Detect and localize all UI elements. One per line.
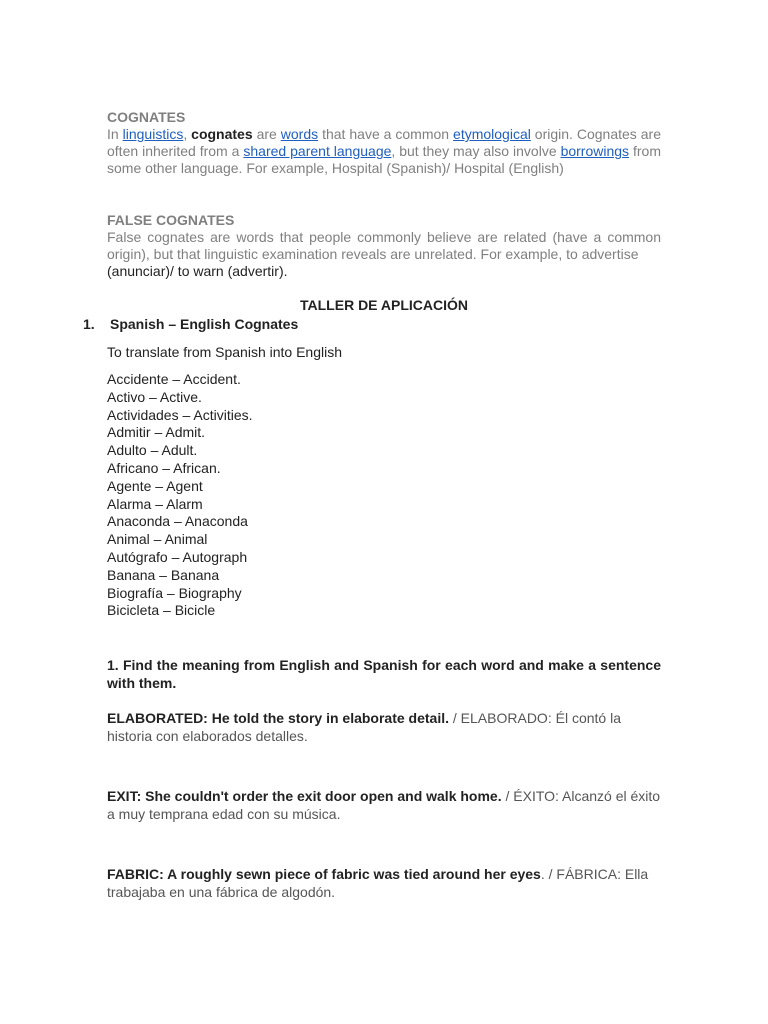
link-etymological[interactable]: etymological [453, 126, 531, 142]
list-item: Activo – Active. [107, 388, 202, 405]
section-title: Spanish – English Cognates [110, 316, 299, 332]
list-item: Accidente – Accident. [107, 371, 241, 387]
link-linguistics[interactable]: linguistics [122, 126, 184, 142]
list-item: Biografía – Biography [107, 584, 242, 601]
text-run: In [107, 126, 123, 142]
list-item: Alarma – Alarm [107, 495, 203, 512]
text-run: , but they may also involve [391, 143, 561, 159]
false-cognates-section [107, 212, 661, 280]
list-item: Anaconda – Anaconda [107, 513, 248, 530]
answer-exit [107, 787, 661, 823]
answer-english: EXIT: She couldn't order the exit door open and walk home. [107, 788, 502, 804]
list-item: Actividades – Activities. [107, 406, 253, 423]
cognates-paragraph [107, 126, 661, 177]
answer-english: ELABORATED: He told the story in elaborate detail. [107, 710, 450, 726]
cognates-list [107, 371, 253, 620]
list-item: Adulto – Adult. [107, 442, 198, 459]
list-item: Agente – Agent [107, 477, 203, 494]
link-shared-parent-language[interactable]: shared parent language [243, 143, 392, 159]
text-run: False cognates are words that people commonly believe are related (have a common origin), but that linguistic examination reveals are unrelated. For example, to advertise [107, 229, 661, 262]
false-cognates-paragraph [107, 229, 661, 280]
list-item: Africano – African. [107, 459, 221, 476]
example-advertise-warn: (anunciar)/ to warn (advertir). [107, 263, 288, 279]
list-item: Banana – Banana [107, 566, 220, 583]
answer-spanish: / ÉXITO: Alcanzó el éxito a muy temprana edad con su música. [107, 788, 661, 822]
list-item: Bicicleta – Bicicle [107, 602, 216, 619]
list-item: Admitir – Admit. [107, 424, 206, 441]
answer-elaborated [107, 709, 661, 745]
list-item: Animal – Animal [107, 531, 208, 548]
task-instruction: 1. Find the meaning from English and Spanish for each word and make a sentence with them. [107, 657, 661, 691]
text-run: that have a common [318, 126, 454, 142]
text-run: , [183, 126, 192, 142]
answer-spanish: . / FÁBRICA: Ella trabajaba en una fábrica de algodón. [107, 866, 649, 900]
section-number: 1. [83, 316, 95, 332]
link-words[interactable]: words [280, 126, 319, 142]
answer-english: FABRIC: A roughly sewn piece of fabric was tied around her eyes [107, 866, 541, 882]
text-run: origin. Cognates are often inherited from a [107, 126, 661, 159]
link-borrowings[interactable]: borrowings [560, 143, 630, 159]
cognates-heading: COGNATES [107, 109, 186, 125]
answer-fabric [107, 865, 661, 901]
text-run: are [252, 126, 281, 142]
cognates-section [107, 109, 661, 177]
false-cognates-heading: FALSE COGNATES [107, 212, 235, 228]
answer-spanish: / ELABORADO: Él contó la historia con elaborados detalles. [107, 710, 621, 744]
list-item: Autógrafo – Autograph [107, 548, 248, 565]
text-run: from some other language. For example, Hospital (Spanish)/ Hospital (English) [107, 143, 661, 176]
section-intro: To translate from Spanish into English [107, 344, 343, 360]
bold-term-cognates: cognates [191, 126, 253, 142]
workshop-title: TALLER DE APLICACIÓN [300, 297, 468, 313]
